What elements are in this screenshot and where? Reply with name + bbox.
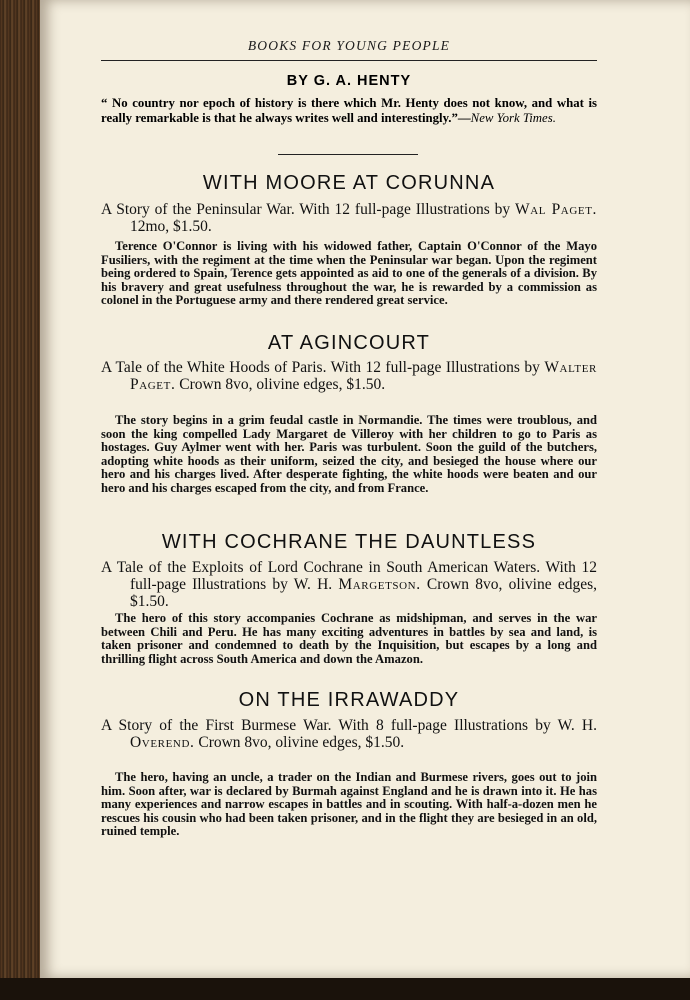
desc-price: Crown 8vo, olivine edges, $1.50. — [194, 734, 405, 751]
desc-text: A Tale of the White Hoods of Paris. With 12 full-page Illustrations by — [101, 359, 545, 376]
quote-source: New York Times. — [470, 110, 556, 125]
quote-text: “ No country nor epoch of history is there which Mr. Henty does not know, and what is really remarkable is that he always writes well and interestingly.”— — [101, 96, 597, 125]
book-summary: Terence O'Connor is living with his widowed father, Captain O'Connor of the Mayo Fusiliers, with the regiment at the time when the Peninsular war began. Upon the regiment being ordered to Spain, Terence gets appointed as aid to one of the generals of a division. By his bravery and great usefulness throughout the war, he is rewarded by a commission as colonel in the Portuguese army and there rendered great service. — [101, 239, 597, 308]
illustrator-name: Overend. — [130, 734, 195, 751]
book-title: WITH COCHRANE THE DAUNTLESS — [161, 531, 537, 553]
book-title: AT AGINCOURT — [267, 332, 431, 354]
desc-price: Crown 8vo, olivine edges, $1.50. — [130, 576, 597, 610]
head-rule — [101, 60, 597, 61]
desc-text: A Story of the First Burmese War. With 8 full-page Illustrations by W. H. — [101, 717, 597, 734]
book-description — [101, 201, 597, 235]
book-spine — [0, 0, 44, 1000]
page-bottom-edge — [0, 978, 690, 1000]
author-byline: BY G. A. HENTY — [286, 73, 412, 89]
book-description — [101, 359, 597, 393]
book-summary: The story begins in a grim feudal castle in Normandie. The times were troublous, and soon the king compelled Lady Margaret de Villeroy with her children to go to Paris as hostages. Guy Aylmer went with her. Paris was turbulent. Soon the guild of the butchers, adopting white hoods as their uniform, seized the city, and besieged the house where our hero and his charges lived. After desperate fighting, the white hoods were beaten and our hero and his charges escaped from the city, and from France. — [101, 413, 597, 495]
desc-price: Crown 8vo, olivine edges, $1.50. — [175, 376, 386, 393]
book-summary: The hero of this story accompanies Cochrane as midshipman, and serves in the war between Chili and Peru. He has many exciting adventures in battles by sea and land, is taken prisoner and condemned to death by the Inquisition, but escapes by a long and thrilling flight across South America and down the Amazon. — [101, 611, 597, 666]
section-divider — [278, 154, 418, 155]
running-head: BOOKS FOR YOUNG PEOPLE — [247, 38, 451, 53]
book-description — [101, 559, 597, 610]
illustrator-name: Wal Paget. — [515, 201, 597, 218]
book-description — [101, 717, 597, 751]
illustrator-name: Walter Paget. — [130, 359, 597, 393]
desc-text: A Story of the Peninsular War. With 12 full-page Illustrations by — [101, 201, 516, 218]
book-title: ON THE IRRAWADDY — [238, 689, 460, 711]
book-title: WITH MOORE AT CORUNNA — [202, 172, 496, 194]
desc-price: 12mo, $1.50. — [130, 218, 212, 235]
illustrator-name: Margetson. — [338, 576, 421, 593]
desc-text: A Tale of the Exploits of Lord Cochrane in South American Waters. With 12 full-page Illustrations by W. H. — [101, 559, 597, 593]
review-quote — [101, 96, 597, 125]
book-summary: The hero, having an uncle, a trader on the Indian and Burmese rivers, goes out to join him. Soon after, war is declared by Burmah against England and he is drawn into it. He has many experiences and narrow escapes in battles and in scouting. With half-a-dozen men he rescues his cousin who had been taken prisoner, and in the flight they are besieged in an old, ruined temple. — [101, 770, 597, 839]
